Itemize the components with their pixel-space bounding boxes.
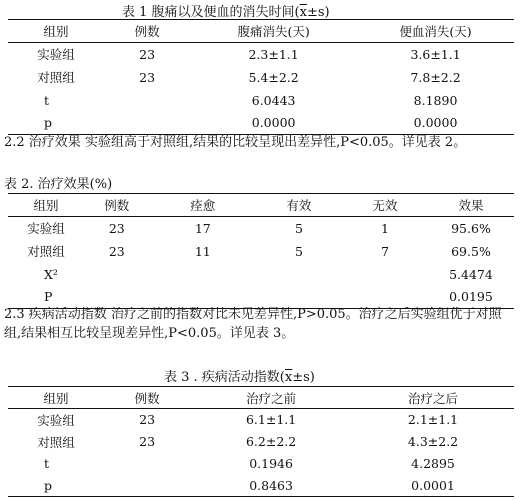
table-cell: 69.5% bbox=[451, 243, 491, 259]
table-cell bbox=[104, 475, 190, 497]
table1-header-cell: 便血消失(天) bbox=[399, 24, 472, 39]
table1-caption-x: $\overline{x}$ bbox=[299, 5, 307, 20]
table-cell: 实验组 bbox=[37, 47, 75, 63]
table-cell bbox=[84, 263, 150, 286]
table3-header-cell: 例数 bbox=[134, 390, 160, 406]
table-cell bbox=[342, 263, 428, 286]
table-cell: 对照组 bbox=[37, 70, 75, 85]
table-cell: 2.3±1.1 bbox=[248, 46, 299, 62]
table3 bbox=[8, 386, 514, 497]
table-row bbox=[8, 453, 514, 475]
table-row bbox=[8, 89, 514, 112]
table-cell: p bbox=[44, 477, 53, 493]
table-cell bbox=[150, 263, 256, 286]
table-cell bbox=[104, 453, 190, 475]
table1-caption-prefix: 表 1 腹痛以及便血的消失时间( bbox=[122, 5, 300, 20]
table-cell: 5 bbox=[294, 243, 303, 259]
table3-header-cell: 治疗之后 bbox=[408, 390, 459, 406]
table-cell: 95.6% bbox=[451, 220, 491, 236]
table-cell: 0.0195 bbox=[449, 289, 493, 305]
table-cell: 3.6±1.1 bbox=[410, 46, 461, 62]
table-cell: 11 bbox=[194, 243, 211, 259]
paragraph-disease-activity: 2.3 疾病活动指数 治疗之前的指数对比未见差异性,P>0.05。治疗之后实验组优于对照组,结果相互比较呈现差异性,P<0.05。详见表 3。 bbox=[4, 307, 502, 341]
table-cell: 5.4±2.2 bbox=[248, 69, 299, 85]
table-cell: 对照组 bbox=[37, 434, 75, 450]
table-cell: 23 bbox=[108, 220, 125, 236]
table-cell: 5.4474 bbox=[449, 266, 493, 282]
table-cell: 0.0000 bbox=[251, 115, 296, 131]
table3-caption-suffix: ±s) bbox=[292, 370, 315, 385]
table1-header-cell: 组别 bbox=[43, 24, 69, 39]
table-row bbox=[8, 217, 514, 240]
table-cell bbox=[256, 263, 342, 286]
table-cell: 17 bbox=[194, 220, 211, 236]
paragraph-treatment-effect: 2.2 治疗效果 实验组高于对照组,结果的比较呈现出差异性,P<0.05。详见表 2。 bbox=[4, 135, 467, 150]
table-row bbox=[8, 66, 514, 89]
table3-caption-prefix: 表 3 . 疾病活动指数( bbox=[164, 370, 285, 385]
table-cell: 5 bbox=[294, 220, 303, 236]
table-row bbox=[8, 409, 514, 431]
table-cell: t bbox=[44, 456, 50, 471]
table-cell: X² bbox=[44, 266, 58, 282]
table-cell: 6.0443 bbox=[251, 92, 296, 108]
table-cell: 0.0000 bbox=[413, 115, 458, 131]
table2-caption: 表 2. 治疗效果(%) bbox=[4, 177, 113, 192]
table-cell: 0.8463 bbox=[249, 477, 293, 493]
table-cell: 实验组 bbox=[37, 412, 75, 428]
table2-header-cell: 痊愈 bbox=[190, 198, 216, 213]
table-cell: 23 bbox=[139, 412, 156, 428]
table-cell: 23 bbox=[108, 243, 125, 259]
table-cell: 2.1±1.1 bbox=[407, 412, 459, 428]
table2-header-row bbox=[8, 194, 514, 217]
table1 bbox=[8, 19, 514, 135]
table-row bbox=[8, 43, 514, 66]
table3-caption bbox=[164, 366, 315, 385]
table-cell: 23 bbox=[139, 434, 156, 449]
table2-header-cell: 有效 bbox=[286, 198, 312, 213]
table3-caption-x: $\overline{x}$ bbox=[284, 370, 293, 385]
table1-header-cell: 腹痛消失(天) bbox=[237, 24, 310, 39]
table-cell: 6.2±2.2 bbox=[245, 434, 297, 449]
table-row bbox=[8, 431, 514, 453]
table-row bbox=[8, 475, 514, 497]
table-cell: 实验组 bbox=[27, 221, 65, 237]
table-cell: 0.0001 bbox=[411, 477, 455, 493]
table-row bbox=[8, 240, 514, 263]
table-cell: 对照组 bbox=[27, 244, 65, 259]
table1-caption bbox=[122, 1, 330, 20]
table-cell: 7 bbox=[380, 243, 389, 259]
table-cell: 1 bbox=[380, 220, 389, 236]
table3-header-cell: 治疗之前 bbox=[246, 390, 297, 406]
table-cell: 23 bbox=[139, 46, 156, 62]
table2-header-cell: 例数 bbox=[104, 198, 130, 213]
table-cell: 8.1890 bbox=[413, 92, 458, 108]
table-row bbox=[8, 263, 514, 286]
table2-header-cell: 无效 bbox=[372, 198, 398, 213]
table-cell: p bbox=[44, 115, 53, 131]
table-cell: 4.2895 bbox=[411, 456, 455, 471]
table2-header-cell: 效果 bbox=[458, 198, 484, 213]
table-cell: P bbox=[44, 289, 53, 305]
table-cell: 6.1±1.1 bbox=[245, 412, 297, 428]
table-cell: 7.8±2.2 bbox=[410, 69, 461, 85]
table2-header-cell: 组别 bbox=[33, 198, 59, 213]
table-cell bbox=[104, 89, 190, 112]
table3-header-row bbox=[8, 387, 514, 409]
table1-caption-suffix: ±s) bbox=[306, 5, 330, 20]
table-cell: 0.1946 bbox=[249, 456, 293, 471]
table3-header-cell: 组别 bbox=[43, 390, 69, 406]
table2 bbox=[8, 193, 514, 309]
table-cell bbox=[104, 112, 190, 135]
table-cell: 4.3±2.2 bbox=[407, 434, 459, 449]
table-cell: 23 bbox=[139, 69, 156, 85]
table-cell: t bbox=[44, 92, 50, 108]
table1-header-row bbox=[8, 20, 514, 43]
table-row bbox=[8, 112, 514, 135]
table1-header-cell: 例数 bbox=[134, 24, 160, 39]
